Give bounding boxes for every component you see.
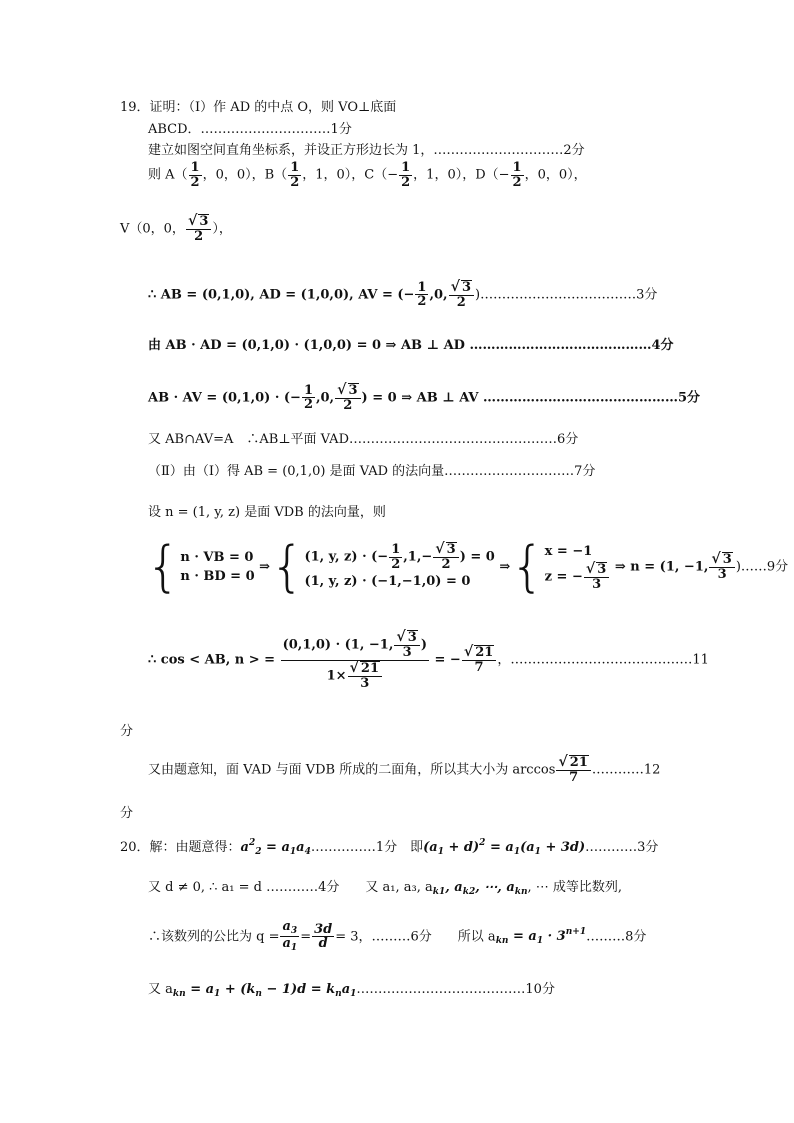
q19-line2: ABCD．…………………………1分 [148, 122, 352, 137]
q19-cos: ∴ cos < AB, n > = (0,1,0) · (1, −1, $\frac{√ 3}{3}$ ) 1× $\frac{√ 21}{3}$ = − $\frac{√ 21}{7}$ ，……………………………………11 [148, 629, 709, 691]
q19-coord-v: V（0，0， $\frac{√ 3}{2}$ ）， [120, 213, 232, 244]
q19-conclusion: 又 AB∩AV=A ∴AB⊥平面 VAD…………………………………………6分 [148, 432, 579, 447]
q19-system: { n · VB = 0 n · BD = 0 ⇒{ (1, y, z) · (− $\frac{1}{2}$ ,1,− $\frac{√ 3}{2}$ ) = 0 (1, y, z) · (−1,−1,0) = 0 ⇒{ x = −1 z = − $\frac{√ 3}{3}$ ⇒ n = (1, −1, $\frac{√ 3}{3}$ )……9分 [146, 535, 789, 598]
q19-set-n: 设 n = (1, y, z) 是面 VDB 的法向量，则 [148, 505, 386, 520]
q19-vectors: ∴ AB = (0,1,0), AD = (1,0,0), AV = (− $\frac{1}{2}$ ,0, $\frac{√ 3}{2}$ )………………………………3分 [148, 279, 658, 310]
q19-fen-12: 分 [120, 806, 134, 821]
q19-dot-ab-av: AB · AV = (0,1,0) · (− $\frac{1}{2}$ ,0, $\frac{√ 3}{2}$ ) = 0 ⇒ AB ⊥ AV ………………………………………5分 [148, 382, 701, 413]
q19-line1: 19．证明：（Ⅰ）作 AD 的中点 O，则 VO⊥底面 [120, 100, 397, 115]
q19-dot-ab-ad: 由 AB · AD = (0,1,0) · (1,0,0) = 0 ⇒ AB ⊥ AD ……………………………………4分 [148, 338, 674, 353]
q20-line1: 20．解：由题意得：$a^2_2$ = $a_1a_4\dots\dots\dots\dots\dots 1$分 即$(a_1 + d)^2 = a_1(a_1$ + 3d)…………3分 [120, 838, 659, 857]
q19-fen-11: 分 [120, 724, 134, 739]
q19-coords-abcd: 则 A（ $\frac{1}{2}$ ，0，0），B（ $\frac{1}{2}$ ，1，0），C（− $\frac{1}{2}$ ，1，0），D（− $\frac{1}{2}$ ，0，0）， [148, 160, 587, 190]
q19-dihedral: 又由题意知，面 VAD 与面 VDB 所成的二面角，所以其大小为 arccos $\frac{√ 21}{7}$ …………12 [148, 754, 661, 785]
q19-line3: 建立如图空间直角坐标系，并设正方形边长为 1，…………………………2分 [148, 143, 585, 158]
q20-line4: 又 $a_{kn} = a_1 + (k_n - 1)d$ = $k_na_1\dots\dots\dots\dots\dots\dots\dots\dots\dots\dots\dots\dots\dots 10$分 [148, 982, 555, 999]
q20-line3: ∴该数列的公比为 q = $\frac{a_3}{a_1}$ = $\frac{3d}{d}$ = 3，………6分 所以 $a_{kn} = a_1$ · $3^{n+1}\dots\dots\dots 8$分 [148, 919, 647, 954]
q19-part2-normal: （Ⅱ）由（Ⅰ）得 AB = (0,1,0) 是面 VAD 的法向量…………………………7分 [148, 464, 596, 479]
q20-line2: 又 d ≠ 0, ∴ a₁ = d …………4分 又 a₁, a₃, $a_{k1}$, $a_{k2}$, ⋯, $a_{kn}$, ⋯ 成等比数列, [148, 880, 623, 897]
